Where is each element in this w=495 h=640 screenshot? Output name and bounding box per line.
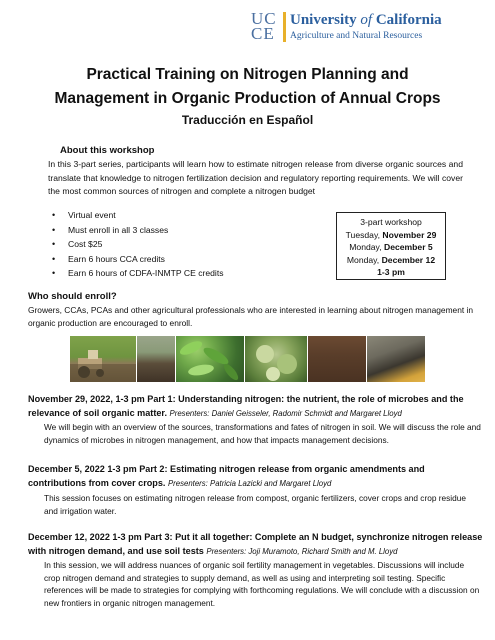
logo-name-pre: University xyxy=(290,12,361,28)
schedule-date: November 29 xyxy=(382,229,437,240)
list-item: • Virtual event xyxy=(44,208,224,223)
photo-cover-crop xyxy=(176,336,244,382)
logo-mark-bottom: CE xyxy=(251,24,275,43)
photo-strip xyxy=(70,336,425,382)
session-2-text: This session focuses on estimating nitrogen release from compost, organic fertilizers, cover crops and crop residue and irrigation water. xyxy=(44,493,466,516)
logo-divider xyxy=(283,12,286,42)
tractor-icon xyxy=(70,336,136,382)
photo-soil-field xyxy=(137,336,175,382)
schedule-date: December 12 xyxy=(381,254,436,265)
logo-division: Agriculture and Natural Resources xyxy=(290,31,423,41)
schedule-line2 xyxy=(337,229,445,242)
logo-mark-top: UC xyxy=(251,9,277,28)
logo-university-name xyxy=(290,12,442,29)
session-3-presenters: Presenters: Joji Muramoto, Richard Smith and M. Lloyd xyxy=(206,546,398,556)
schedule-box xyxy=(336,212,446,280)
crop-icon xyxy=(245,336,307,382)
schedule-day: Tuesday, xyxy=(345,229,383,240)
session-1-presenters: Presenters: Daniel Geisseler, Radomir Schmidt and Margaret Lloyd xyxy=(169,408,402,418)
page-subtitle: Traducción en Español xyxy=(181,113,314,127)
schedule-day: Monday, xyxy=(346,254,382,265)
who-heading: Who should enroll? xyxy=(28,291,117,302)
schedule-date: December 5 xyxy=(383,242,433,252)
page-title-line1: Practical Training on Nitrogen Planning and xyxy=(86,66,409,83)
who-text: Growers, CCAs, PCAs and other agricultural professionals who are interested in learning about nitrogen management in organic production are encouraged to enroll. xyxy=(28,305,474,328)
list-item: • Must enroll in all 3 classes xyxy=(44,223,224,238)
logo-name-post: California xyxy=(372,12,442,28)
feature-list xyxy=(44,208,224,281)
photo-compost-equipment xyxy=(367,336,425,382)
photo-tractor-field xyxy=(70,336,136,382)
list-item: • Earn 6 hours CCA credits xyxy=(44,252,224,267)
schedule-time-value: 1-3 pm xyxy=(377,267,405,277)
schedule-time xyxy=(337,266,445,279)
leaves-icon xyxy=(176,336,244,382)
session-2-title: December 5, 2022 1-3 pm Part 2: Estimating nitrogen release from organic amendments and contributions from cover crops. xyxy=(28,464,425,488)
list-item: • Cost $25 xyxy=(44,237,224,252)
session-2-heading xyxy=(28,463,483,490)
schedule-line4 xyxy=(337,254,445,267)
page-title-line2: Management in Organic Production of Annual Crops xyxy=(54,90,441,107)
schedule-line1: 3-part workshop xyxy=(360,217,422,227)
ucce-logo-mark xyxy=(251,11,279,41)
about-text: In this 3-part series, participants will learn how to estimate nitrogen release from diverse organic sources and translate that knowledge to nitrogen fertilization decision and regulatory reporting requirements. We will cover the most common sources of nitrogen and complete a nitrogen budget xyxy=(48,159,463,197)
schedule-day: Monday, xyxy=(349,242,384,252)
session-1-title: November 29, 2022, 1-3 pm Part 1: Understanding nitrogen: the nutrient, the role of microbes and the relevance of soil organic matter. xyxy=(28,394,464,418)
session-3-heading xyxy=(28,531,483,558)
session-3-title: December 12, 2022 1-3 pm Part 3: Put it all together: Complete an N budget, synchronize nitrogen release with nitrogen demand, and use soil tests xyxy=(28,532,483,556)
session-1-heading xyxy=(28,393,483,420)
logo-name-of: of xyxy=(360,12,373,28)
session-3-text: In this session, we will address nuances of organic soil fertility management in vegetables. Discussions will include crop nitrogen demand and strategies to supply demand, as well as using and interpreting soil testing. Specific references will be made to strategies for complying with forthcoming regulations. We will conclude with a discussion on new frontiers in organic nitrogen management. xyxy=(44,560,480,608)
photo-vegetable-crop xyxy=(245,336,307,382)
session-2-presenters: Presenters: Patricia Lazicki and Margaret Lloyd xyxy=(167,478,332,488)
photo-soil-closeup xyxy=(308,336,366,382)
schedule-line3 xyxy=(337,241,445,254)
session-1-text: We will begin with an overview of the sources, transformations and fates of nitrogen in soil. We will discuss the role and dynamics of microbes in nitrogen management, and how that impacts management decisions. xyxy=(44,422,481,445)
about-heading: About this workshop xyxy=(60,145,155,156)
list-item: • Earn 6 hours of CDFA-INMTP CE credits xyxy=(44,266,224,281)
